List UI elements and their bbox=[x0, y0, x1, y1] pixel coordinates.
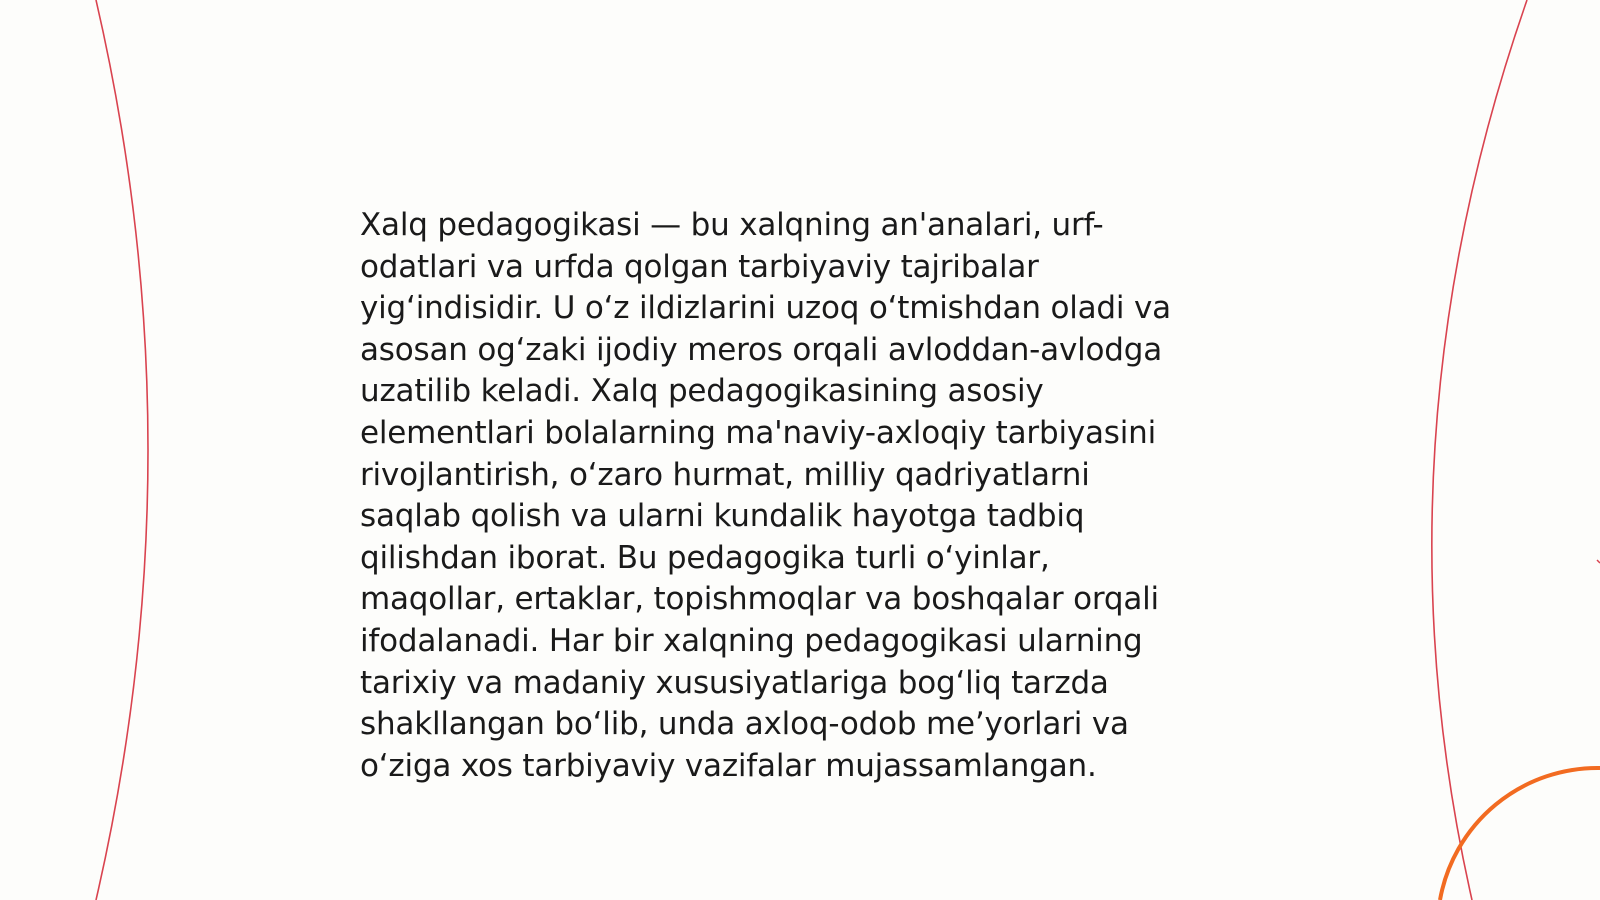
paragraph-line: saqlab qolish va ularni kundalik hayotga tadbiq bbox=[360, 498, 1085, 535]
paragraph-line: uzatilib keladi. Xalq pedagogikasining asosiy bbox=[360, 373, 1044, 410]
paragraph-line: oʻziga xos tarbiyaviy vazifalar mujassamlangan. bbox=[360, 747, 1097, 784]
paragraph-line: elementlari bolalarning ma'naviy-axloqiy tarbiyasini bbox=[360, 414, 1157, 451]
orange-accent-arc bbox=[1440, 768, 1600, 900]
paragraph-line: Xalq pedagogikasi — bu xalqning an'analari, urf- bbox=[360, 207, 1104, 243]
paragraph-line: yigʻindisidir. U oʻz ildizlarini uzoq oʻtmishdan oladi va bbox=[360, 290, 1171, 327]
paragraph-line: qilishdan iborat. Bu pedagogika turli oʻyinlar, bbox=[360, 539, 1050, 576]
paragraph-line: shakllangan boʻlib, unda axloq-odob meʼyorlari va bbox=[360, 706, 1129, 743]
paragraph-line: odatlari va urfda qolgan tarbiyaviy tajribalar bbox=[360, 248, 1039, 285]
paragraph-line: ifodalanadi. Har bir xalqning pedagogikasi ularning bbox=[360, 622, 1143, 659]
right-thin-arc bbox=[1432, 0, 1527, 900]
paragraph-line: maqollar, ertaklar, topishmoqlar va boshqalar orqali bbox=[360, 581, 1159, 618]
left-thin-arc bbox=[96, 0, 148, 900]
paragraph-line: asosan ogʻzaki ijodiy meros orqali avloddan-avlodga bbox=[360, 331, 1163, 368]
paragraph-line: tarixiy va madaniy xususiyatlariga bogʻliq tarzda bbox=[360, 664, 1109, 701]
body-paragraph bbox=[360, 205, 1220, 787]
paragraph-line: rivojlantirish, oʻzaro hurmat, milliy qadriyatlarni bbox=[360, 456, 1090, 493]
